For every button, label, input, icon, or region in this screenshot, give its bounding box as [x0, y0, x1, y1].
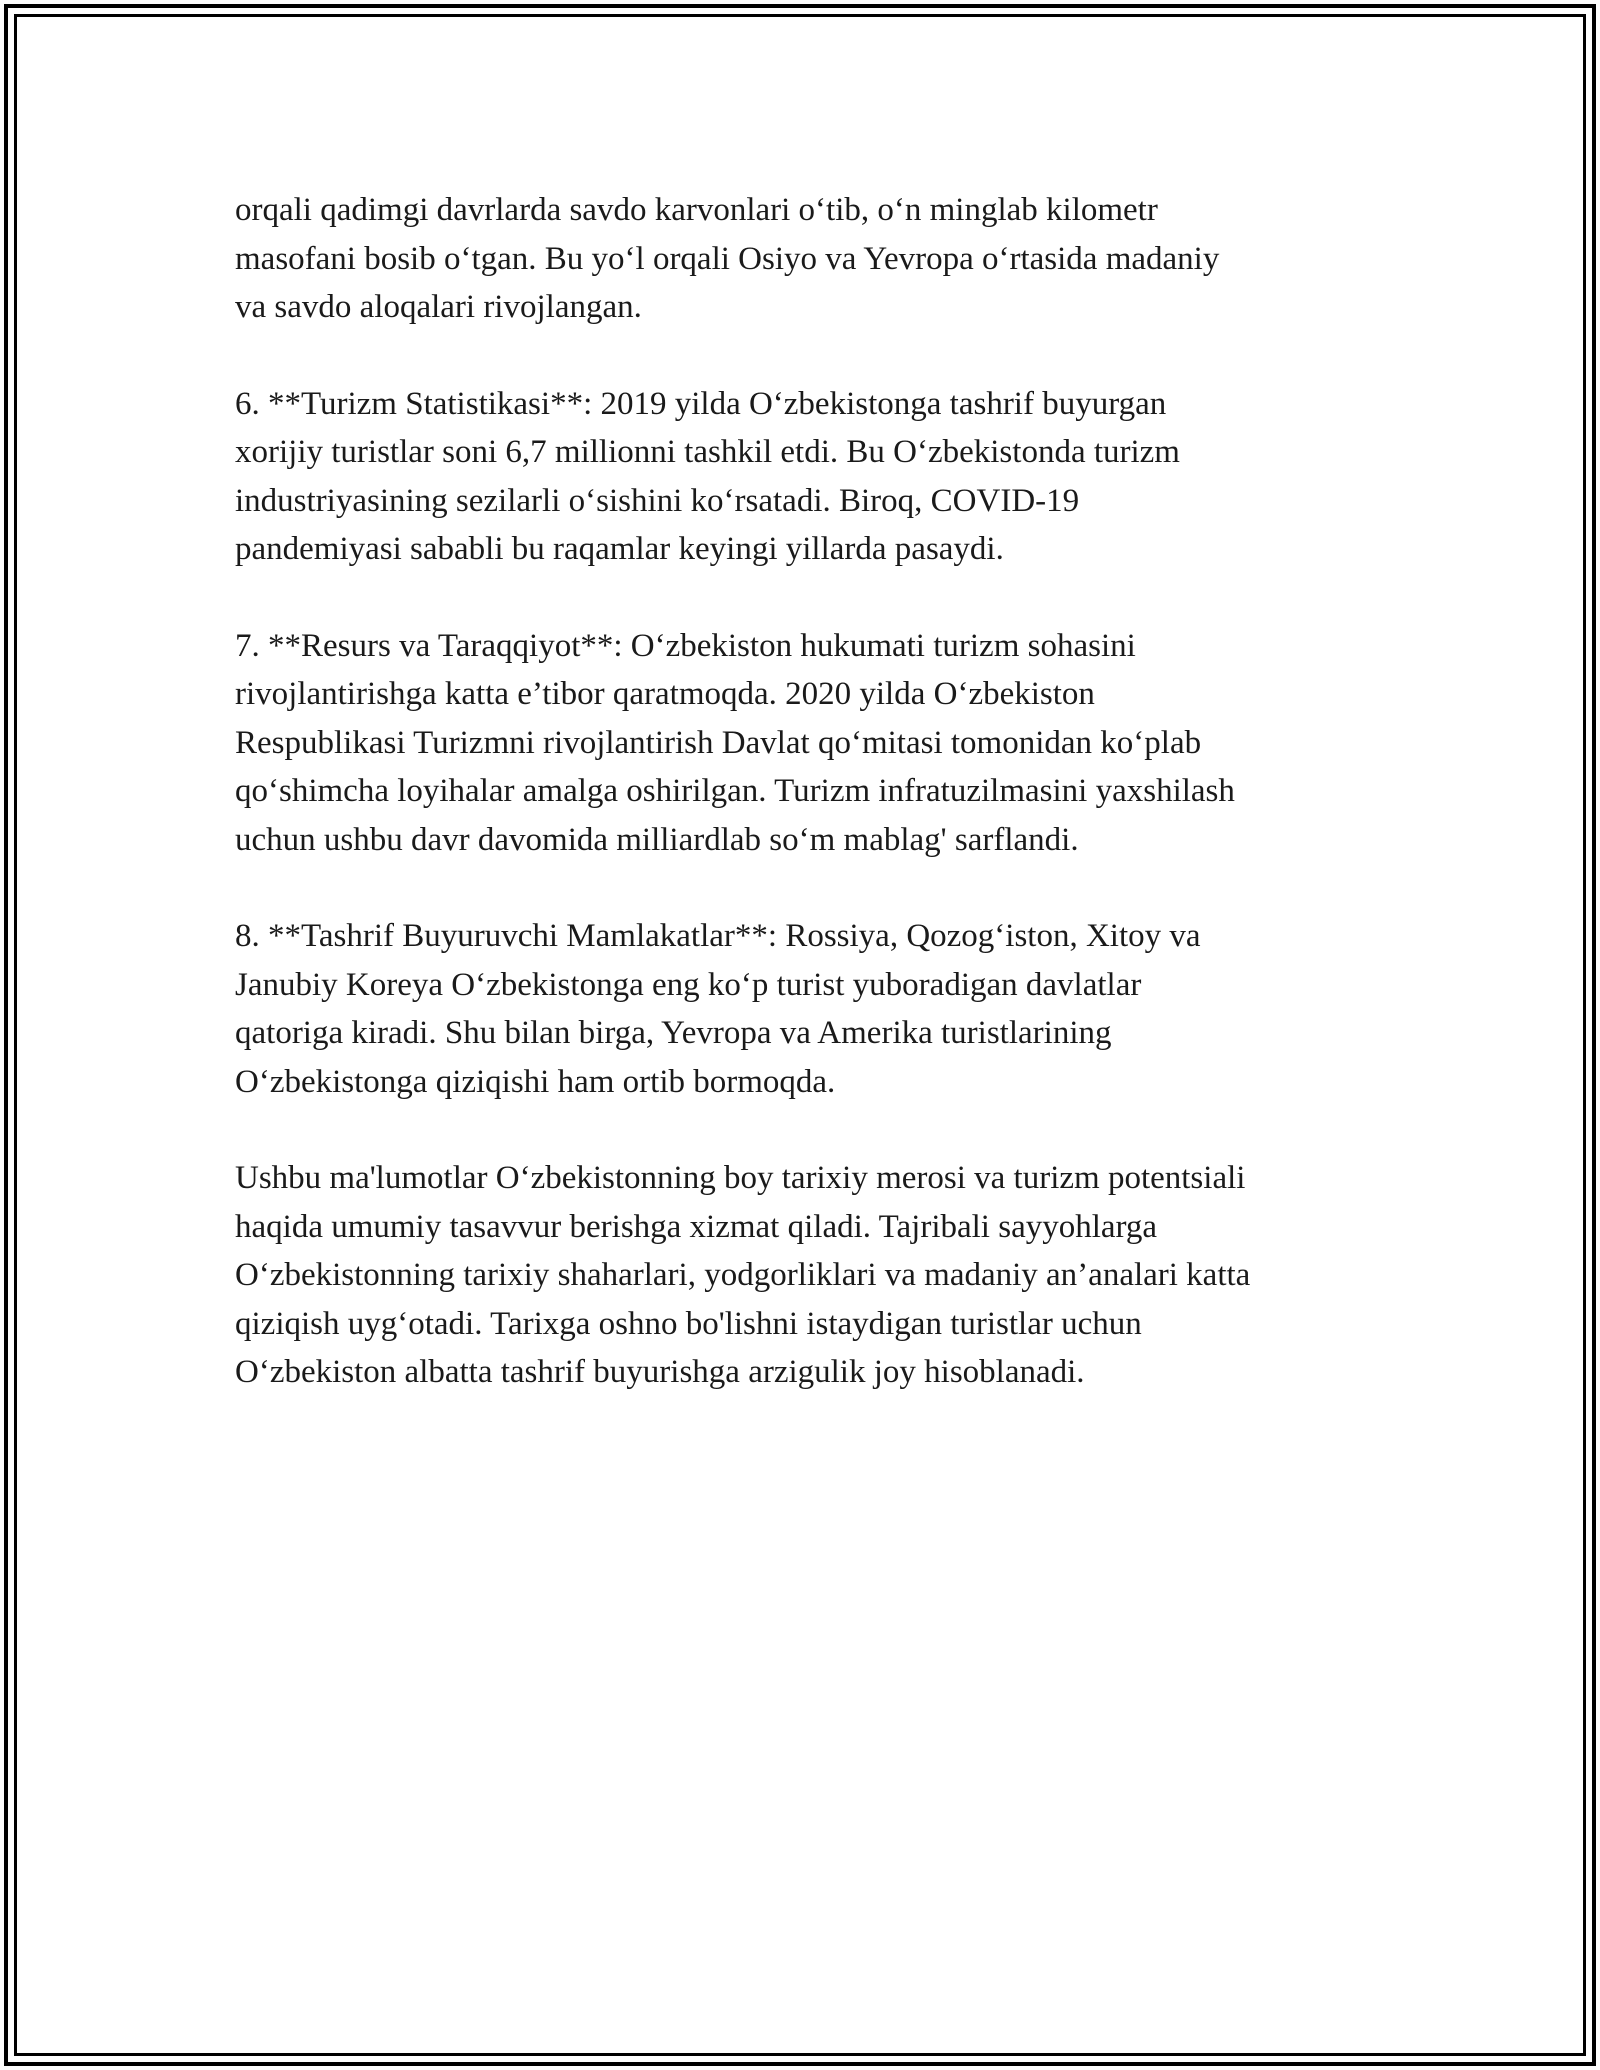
text-line: Janubiy Koreya O‘zbekistonga eng ko‘p turist yuboradigan davlatlar: [235, 966, 1142, 1003]
text-line: Respublikasi Turizmni rivojlantirish Davlat qo‘mitasi tomonidan ko‘plab: [235, 724, 1202, 761]
text-line: 8. **Tashrif Buyuruvchi Mamlakatlar**: Rossiya, Qozog‘iston, Xitoy va: [235, 918, 1201, 954]
paragraph-resources-development: [235, 622, 1375, 865]
text-line: va savdo aloqalari rivojlangan.: [235, 289, 642, 325]
paragraph-conclusion: [235, 1154, 1375, 1397]
document-body: [235, 186, 1375, 1445]
text-line: uchun ushbu davr davomida milliardlab so‘m mablag' sarflandi.: [235, 821, 1079, 858]
text-line: O‘zbekistonning tarixiy shaharlari, yodgorliklari va madaniy an’analari katta: [235, 1257, 1251, 1293]
text-line: xorijiy turistlar soni 6,7 millionni tashkil etdi. Bu O‘zbekistonda turizm: [235, 434, 1180, 470]
text-line: qo‘shimcha loyihalar amalga oshirilgan. Turizm infratuzilmasini yaxshilash: [235, 773, 1235, 809]
text-line: rivojlantirishga katta e’tibor qaratmoqda. 2020 yilda O‘zbekiston: [235, 676, 1095, 712]
text-line: O‘zbekiston albatta tashrif buyurishga arzigulik joy hisoblanadi.: [235, 1354, 1085, 1390]
text-line: haqida umumiy tasavvur berishga xizmat qiladi. Tajribali sayyohlarga: [235, 1208, 1158, 1245]
text-line: 6. **Turizm Statistikasi**: 2019 yilda O‘zbekistonga tashrif buyurgan: [235, 385, 1167, 422]
text-line: 7. **Resurs va Taraqqiyot**: O‘zbekiston hukumati turizm sohasini: [235, 627, 1136, 664]
text-line: pandemiyasi sababli bu raqamlar keyingi yillarda pasaydi.: [235, 531, 1004, 567]
paragraph-tourism-statistics: [235, 380, 1375, 574]
paragraph-visiting-countries: [235, 912, 1375, 1106]
text-line: qatoriga kiradi. Shu bilan birga, Yevropa va Amerika turistlarining: [235, 1015, 1112, 1051]
text-line: industriyasining sezilarli o‘sishini ko‘rsatadi. Biroq, COVID-19: [235, 482, 1080, 519]
text-line: Ushbu ma'lumotlar O‘zbekistonning boy tarixiy merosi va turizm potentsiali: [235, 1160, 1246, 1196]
text-line: orqali qadimgi davrlarda savdo karvonlari o‘tib, o‘n minglab kilometr: [235, 192, 1158, 228]
paragraph-silk-road-continuation: [235, 186, 1375, 332]
text-line: qiziqish uyg‘otadi. Tarixga oshno bo'lishni istaydigan turistlar uchun: [235, 1305, 1142, 1342]
text-line: masofani bosib o‘tgan. Bu yo‘l orqali Osiyo va Yevropa o‘rtasida madaniy: [235, 240, 1220, 277]
text-line: O‘zbekistonga qiziqishi ham ortib bormoqda.: [235, 1063, 836, 1100]
